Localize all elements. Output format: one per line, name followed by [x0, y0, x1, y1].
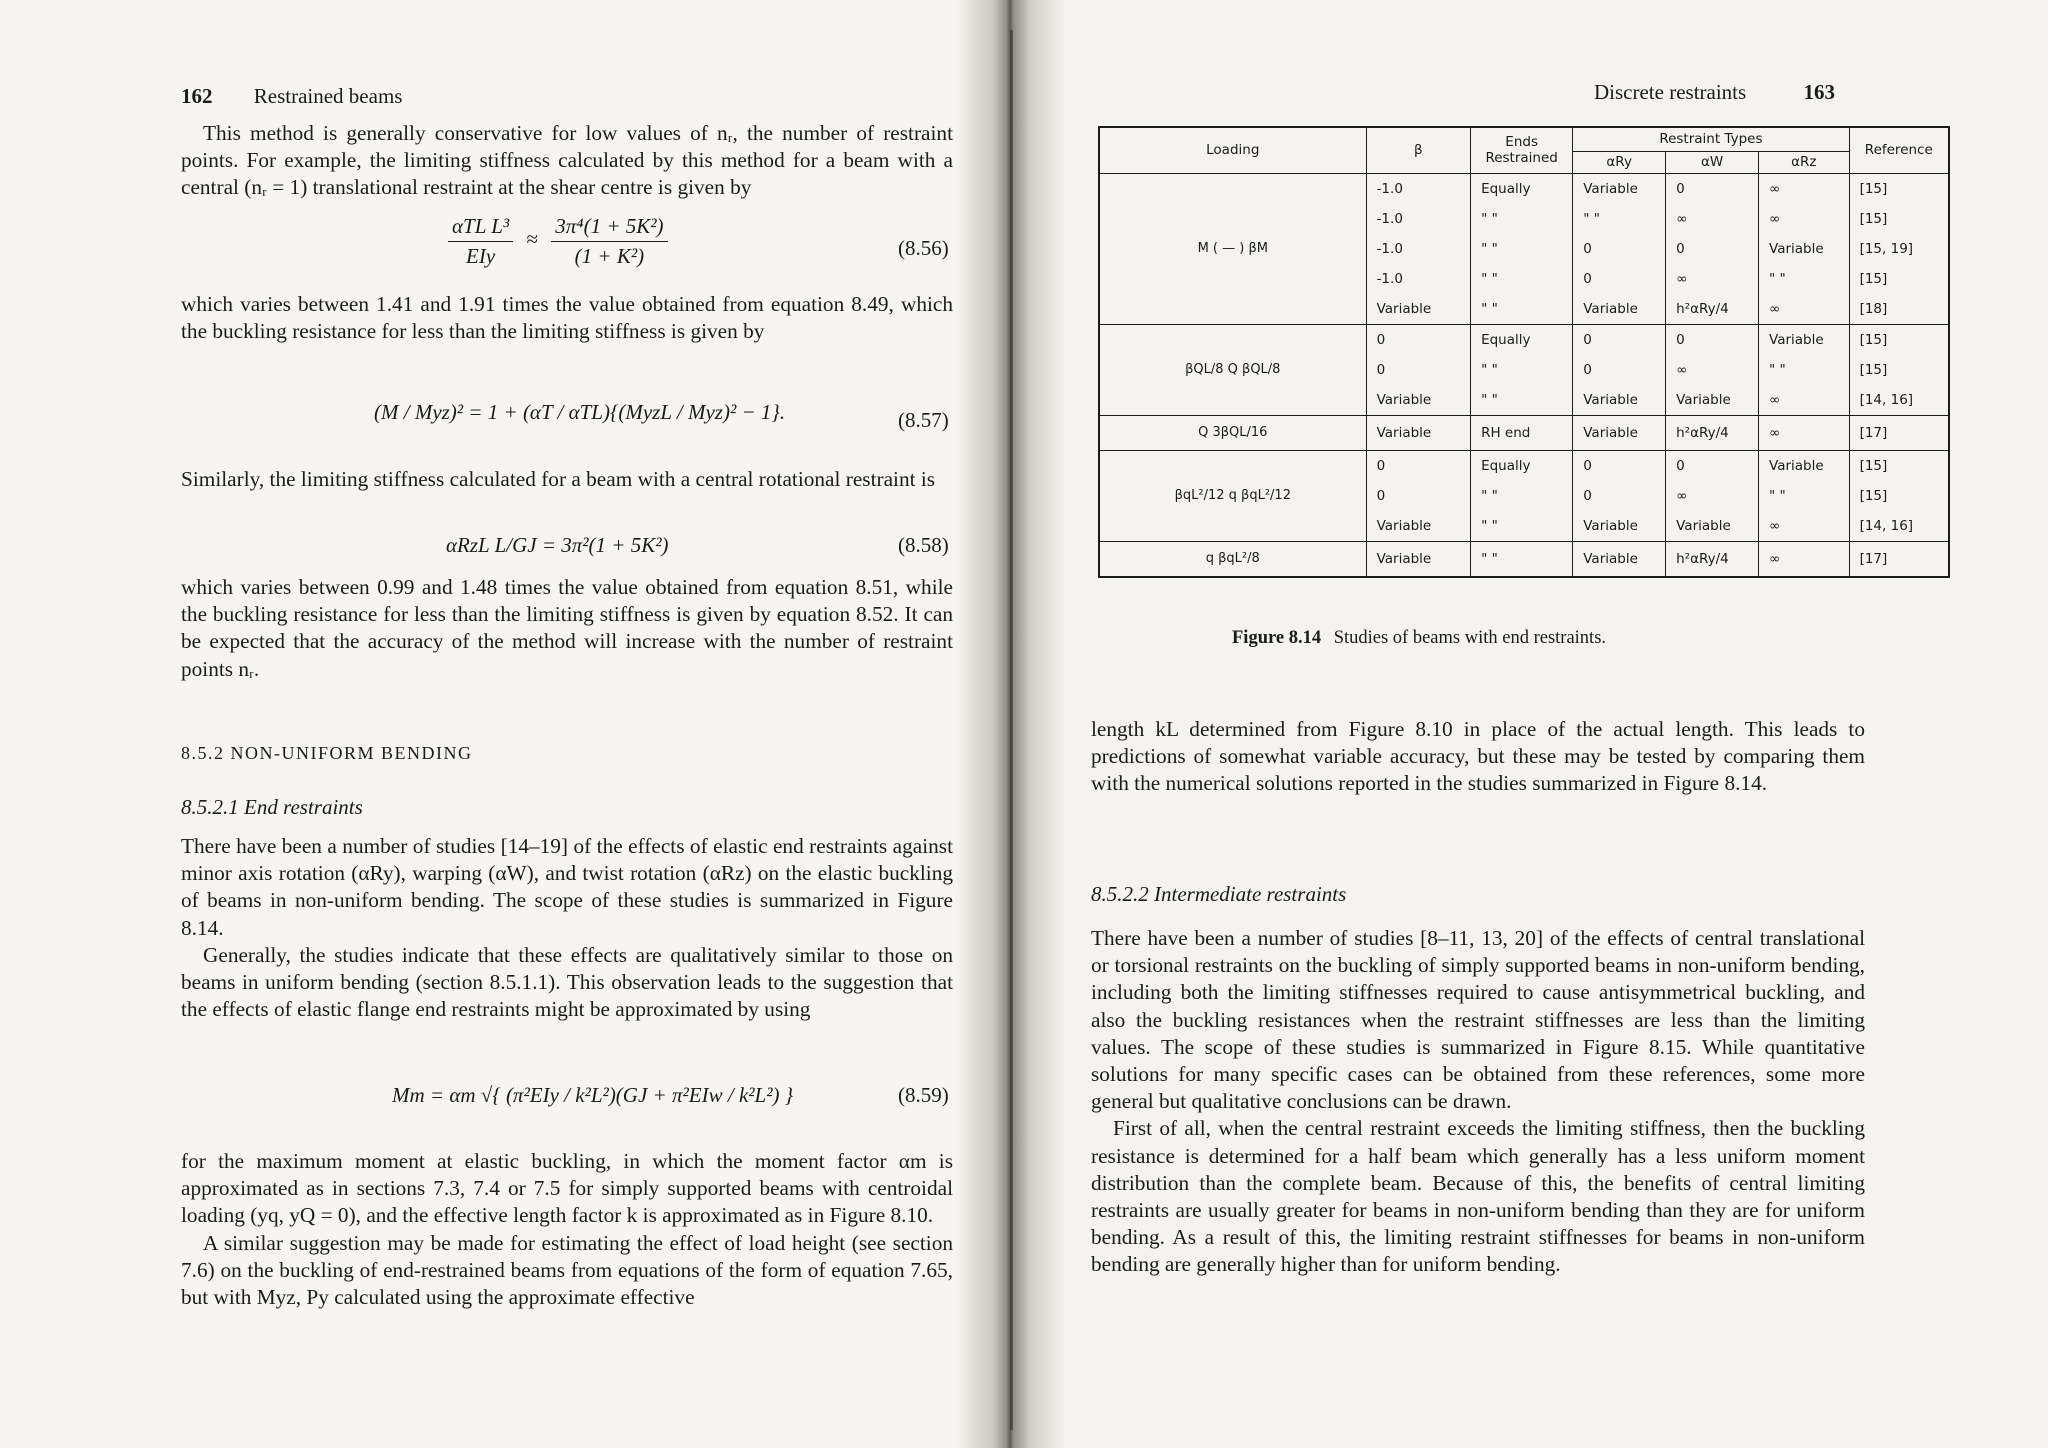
table-row — [1099, 415, 1949, 450]
header-alpha-rz: αRz — [1759, 151, 1850, 173]
table-row — [1099, 450, 1949, 541]
table-cell-ref: [17] — [1849, 541, 1949, 577]
equation-number: (8.58) — [898, 533, 949, 557]
table-cell-ref: [15] [15] [15, 19] [15] [18] — [1849, 173, 1949, 324]
table-cell-ends: Equally " " " " — [1471, 324, 1573, 415]
caption-text: Studies of beams with end restraints. — [1333, 628, 1607, 648]
table-cell-ary: 0 0 Variable — [1573, 324, 1666, 415]
loading-diagram: βQL/8 Q βQL/8 — [1099, 324, 1366, 415]
equation-number: (8.57) — [898, 408, 949, 432]
section-heading: 8.5.2 NON-UNIFORM BENDING — [181, 743, 473, 763]
subsection-heading: 8.5.2.2 Intermediate restraints — [1091, 882, 1347, 906]
table-cell-arz: ∞ — [1759, 541, 1850, 577]
header-reference: Reference — [1849, 127, 1949, 173]
table-cell-aw: 0 ∞ Variable — [1666, 324, 1759, 415]
loading-diagram: M ( — ) βM — [1099, 173, 1366, 324]
paragraph: This method is generally conservative for low values of nᵣ, the number of restraint points. For example, the limiting stiffness calculated by this method for a beam with a central (nᵣ = 1) translational restraint at the shear centre is given by — [181, 121, 953, 200]
caption-label: Figure 8.14 — [1232, 628, 1322, 648]
page-number-left: 162 — [181, 84, 213, 108]
loading-diagram: βqL²/12 q βqL²/12 — [1099, 450, 1366, 541]
table-cell-aw: h²αRy/4 — [1666, 541, 1759, 577]
loading-diagram: Q 3βQL/16 — [1099, 415, 1366, 450]
equation-8-59: Mm = αm √{ (π²EIy / k²L²)(GJ + π²EIw / k²L²) } — [392, 1083, 794, 1107]
table-cell-beta: Variable — [1366, 415, 1471, 450]
right-header — [1594, 80, 1835, 105]
table-cell-beta: 0 0 Variable — [1366, 450, 1471, 541]
table-cell-beta: 0 0 Variable — [1366, 324, 1471, 415]
equation-8-56: $\frac{\text{αTL L³}}{\text{EIy}}$ ≈ $\frac{\text{3π⁴(1 + 5K²)}}{\text{(1 + K²)}}$ — [448, 214, 668, 269]
table-cell-ref: [17] — [1849, 415, 1949, 450]
paragraph: Similarly, the limiting stiffness calculated for a beam with a central rotational restraint is — [181, 467, 936, 491]
header-alpha-w: αW — [1666, 151, 1759, 173]
header-ends-restrained: Ends Restrained — [1471, 127, 1573, 173]
table-cell-arz: Variable " " ∞ — [1759, 324, 1850, 415]
left-header — [181, 84, 402, 109]
loading-diagram: q βqL²/8 — [1099, 541, 1366, 577]
table-cell-aw: h²αRy/4 — [1666, 415, 1759, 450]
paragraph: There have been a number of studies [14–19] of the effects of elastic end restraints against minor axis rotation (αRy), warping (αW), and twist rotation (αRz) on the elastic buckling of beams in non-uniform bending. The scope of these studies is summarized in Figure 8.14. Generally, the studies indicate that these effects are qualitatively similar to those on beams in uniform bending (section 8.5.1.1). This observation leads to the suggestion that the effects of elastic flange end restraints might be approximated by using — [181, 834, 953, 1022]
table-cell-ary: Variable — [1573, 541, 1666, 577]
table-cell-ends: " " — [1471, 541, 1573, 577]
subsection-heading: 8.5.2.1 End restraints — [181, 795, 363, 819]
paragraph: for the maximum moment at elastic buckling, in which the moment factor αm is approximated as in sections 7.3, 7.4 or 7.5 for simply supported beams with centroidal loading (yq, yQ = 0), and the effective length factor k is approximated as in Figure 8.10. A similar suggestion may be made for estimating the effect of load height (see section 7.6) on the buckling of end-restrained beams from equations of the form of equation 7.65, but with Myz, Py calculated using the approximate effective — [181, 1149, 953, 1310]
paragraph: length kL determined from Figure 8.10 in place of the actual length. This leads to predictions of somewhat variable accuracy, but these may be tested by comparing them with the numerical solutions reported in the studies summarized in Figure 8.14. — [1091, 717, 1865, 796]
figure-caption — [1232, 628, 1606, 649]
equation-8-58: αRzL L/GJ = 3π²(1 + 5K²) — [446, 533, 669, 557]
table-cell-ends: Equally " " " " " " " " — [1471, 173, 1573, 324]
equation-number: (8.59) — [898, 1083, 949, 1107]
table-row — [1099, 541, 1949, 577]
paragraph: There have been a number of studies [8–11, 13, 20] of the effects of central translational or torsional restraints on the buckling of simply supported beams in non-uniform bending, including both the limiting stiffnesses required to cause antisymmetrical buckling, and also the buckling resistances when the restraint stiffnesses are less than the limiting values. The scope of these studies is summarized in Figure 8.15. While quantitative solutions for many specific cases can be obtained from these references, some more general but qualitative conclusions can be drawn. First of all, when the central restraint exceeds the limiting stiffness, then the buckling resistance is determined for a half beam which generally has a less uniform moment distribution than the complete beam. Because of this, the benefits of central limiting restraints are usually greater for beams in non-uniform bending than they are for uniform bending. As a result of this, the limiting restraint stiffnesses for beams in non-uniform bending are generally higher than for uniform bending. — [1091, 926, 1865, 1277]
table-cell-ref: [15] [15] [14, 16] — [1849, 450, 1949, 541]
table-cell-ends: RH end — [1471, 415, 1573, 450]
paragraph: which varies between 1.41 and 1.91 times the value obtained from equation 8.49, which the buckling resistance for less than the limiting stiffness is given by — [181, 292, 953, 344]
table-cell-ref: [15] [15] [14, 16] — [1849, 324, 1949, 415]
table-row — [1099, 173, 1949, 324]
table-cell-arz: Variable " " ∞ — [1759, 450, 1850, 541]
table-row — [1099, 324, 1949, 415]
page-number-right: 163 — [1803, 80, 1835, 104]
header-alpha-ry: αRy — [1573, 151, 1666, 173]
table-cell-beta: Variable — [1366, 541, 1471, 577]
restraint-studies-table — [1098, 126, 1950, 578]
header-loading: Loading — [1099, 127, 1366, 173]
binding-line — [1010, 30, 1013, 1430]
paragraph: which varies between 0.99 and 1.48 times the value obtained from equation 8.51, while the buckling resistance for less than the limiting stiffness is given by equation 8.52. It can be expected that the accuracy of the method will increase with the number of restraint points nᵣ. — [181, 575, 953, 681]
header-beta: β — [1366, 127, 1471, 173]
table-cell-aw: 0 ∞ Variable — [1666, 450, 1759, 541]
table-cell-arz: ∞ — [1759, 415, 1850, 450]
header-restraint-types: Restraint Types — [1573, 127, 1849, 151]
table-cell-ends: Equally " " " " — [1471, 450, 1573, 541]
table-cell-ary: Variable " " 0 0 Variable — [1573, 173, 1666, 324]
table-cell-arz: ∞ ∞ Variable " " ∞ — [1759, 173, 1850, 324]
table-cell-beta: -1.0 -1.0 -1.0 -1.0 Variable — [1366, 173, 1471, 324]
table-cell-ary: 0 0 Variable — [1573, 450, 1666, 541]
equation-number: (8.56) — [898, 236, 949, 260]
table-cell-ary: Variable — [1573, 415, 1666, 450]
table-cell-aw: 0 ∞ 0 ∞ h²αRy/4 — [1666, 173, 1759, 324]
running-head-right: Discrete restraints — [1594, 80, 1747, 104]
equation-8-57: (M / Myz)² = 1 + (αT / αTL){(MyzL / Myz)² − 1}. — [374, 400, 786, 424]
running-head-left: Restrained beams — [253, 84, 403, 108]
